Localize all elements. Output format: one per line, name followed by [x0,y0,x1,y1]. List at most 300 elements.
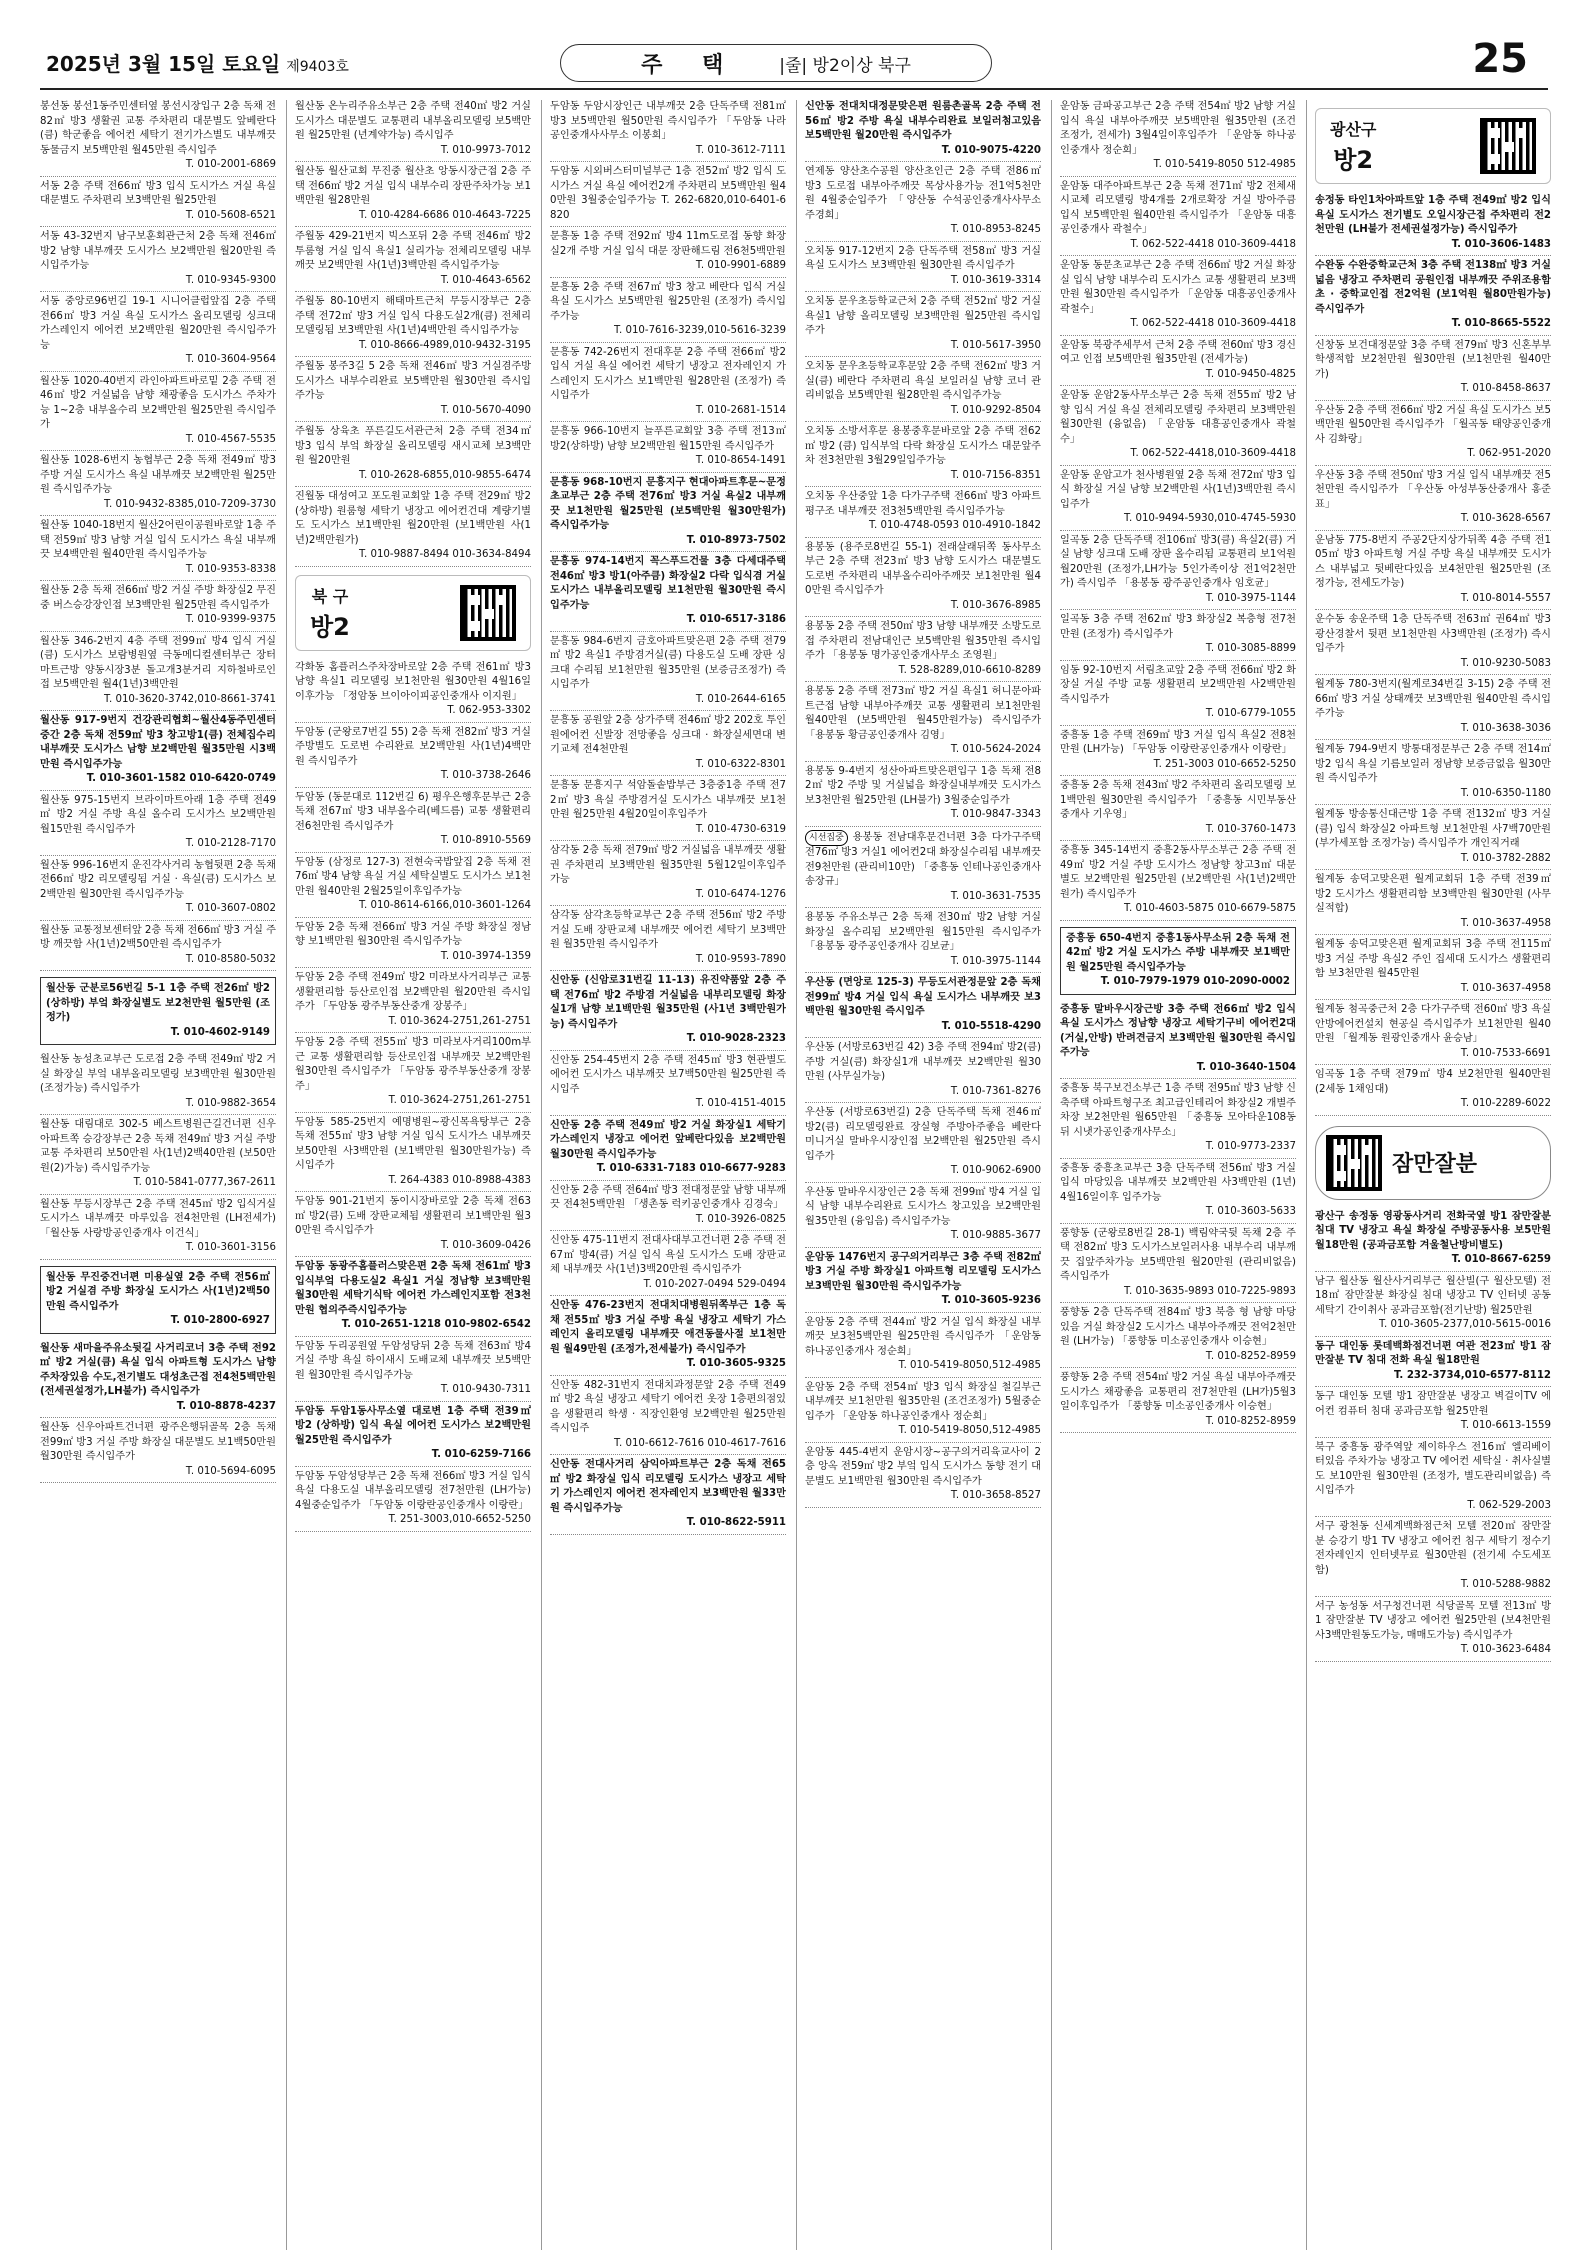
listing-item [550,1119,786,1181]
listing-phone: T. 010-2651-1218 010-9802-6542 [341,1319,531,1330]
listing-item [1315,1068,1551,1116]
listing-item [40,180,276,228]
listing-phone: T. 010-4643-6562 [440,274,531,286]
listing-text: 두암동 (삼정로 127-3) 전현숙국밥앞집 2층 독채 전76㎡ 방4 남향 욕실 거실 세탁실별도 도시가스 보1천만원 월40만원 2월25일이후입주가능 [295,856,531,897]
listing-phone: T. 010-2001-6869 [185,159,276,170]
listing-phone: T. 062-529-2003 [1467,1499,1551,1511]
listing-phone: T. 010-4284-6686 010-4643-7225 [358,209,531,221]
listing-text: 월산동 대림대로 302-5 베스트병원근길건너편 신우아파트쪽 승강장부근 2층 독채 전49㎡ 방3 거실 주방 교통 주차편리 보50만원 사(1년)2백40만원 (보50만원(2)가능) 즉시입주가능 [40,1119,276,1174]
listing-text: 월산동 1020-40번지 라인아파트바로밑 2층 주택 전46㎡ 방2 거실넓음 남향 채광좋음 도시가스 주차가능 1~2층 내부올수리 보2백만원 월25만원 즉시입주가 [40,375,276,430]
listing-item [1060,1082,1296,1159]
listing-text: 월산동 교통정보센터앞 2층 독채 전66㎡ 방3 거실 주방 깨끗함 사(1년)2백50만원 즉시입주가 [40,924,276,950]
listing-item [40,859,276,921]
listing-item [40,635,276,712]
listing-phone: T. 010-6350-1180 [1460,787,1551,799]
listing-item [805,1381,1041,1443]
listing-phone: T. 010-5419-8050,512-4985 [898,1425,1041,1436]
listing-text: 월산동 무진중건너편 미용실옆 2층 주택 전56㎡ 방2 거실겸 주방 화장실 도시가스 사(1년)2백50만원 즉시입주가 [46,1271,270,1312]
listing-phone: T. 010-5419-8050,512-4985 [898,1360,1041,1371]
listing-item [295,856,531,918]
listing-item [295,921,531,969]
listing-text: 월계동 794-9번지 방통대정문부근 2층 주택 전14㎡ 방2 입식 욕실 기름보일러 정남향 보증금없음 월30만원 즉시입주가 [1315,744,1551,784]
listing-text: 문흥동 공원앞 2층 상가주택 전46㎡ 방2 202호 투인원에어컨 신발장 전망좋음 싱크대 · 화장실세면대 변기교체 전4천만원 [550,715,786,755]
listing-item [805,541,1041,618]
listing-item [1315,938,1551,1000]
listing-phone: T. 010-9062-6900 [950,1165,1041,1176]
listing-text: 두암동 두암성당부근 2층 독채 전66㎡ 방3 거실 입식 욕실 다용도실 내부올리모델링 전7천만원 (LH가능) 4월중순입주가 「두암동 이랑란공인중개사 이랑란」 [295,1470,531,1511]
column-3 [550,100,786,2250]
listing-item [550,346,786,423]
listing-item [295,1036,531,1113]
listing-item [1315,1340,1551,1388]
listing-phone: T. 010-2128-7170 [185,838,276,849]
listing-item [805,295,1041,357]
listing-item [805,911,1041,973]
listing-item [40,1053,276,1115]
listing-text: 오치동 문우초등학교근처 2층 주택 전52㎡ 방2 거실 욕실1 남향 올리모델링 보3백만원 월25만원 즉시입주가 [805,296,1041,336]
listing-item [550,230,786,278]
listing-phone: T. 010-8580-5032 [185,953,276,965]
listing-item [40,454,276,516]
issue-date [46,48,349,77]
listing-phone: T. 010-3604-9564 [185,354,276,365]
listing-item [1060,469,1296,531]
listing-phone: T. 010-9882-3654 [185,1097,276,1109]
listing-item [1315,1441,1551,1518]
section-pill [560,44,992,82]
listing-text: 신안동 482-31번지 전대치과정문앞 2층 주택 전49㎡ 방2 욕실 냉장고 세탁기 에어컨 옷장 1층편의점있음 생활편리 학생 · 직장인환영 보2백만원 월25만원 즉시입주 [550,1379,786,1434]
listing-item [805,490,1041,538]
listing-text: 월산동 신우아파트건너편 광주은행뒤골목 2층 독채 전99㎡ 방3 거실 주방 화장실 대문별도 보1백50만원 월30만원 즉시입주가 [40,1422,276,1462]
listing-item [1060,779,1296,841]
listing-item [295,295,531,357]
listing-item [295,1340,531,1402]
listing-phone: T. 010-9847-3343 [950,809,1041,820]
listing-phone: T. 010-3606-1483 [1451,238,1551,250]
listing-text: 월산동 346-2번지 4층 주택 전99㎡ 방4 입식 거실(큼) 도시가스 보람병원옆 극동메디컬센터부근 장터마트근방 양동시장3분 돌고개3분거리 지하철바로인접 보5백만원 월4(1년)3백만원 [40,635,276,690]
qr-code-icon[interactable] [1480,118,1536,174]
listing-text: 월산동 1028-6번지 농협부근 2층 독채 전49㎡ 방3 주방 거실 도시가스 욕실 내부깨끗 보2백만원 월25만원 즉시입주가능 [40,455,276,495]
listing-phone: T. 010-6779-1055 [1205,708,1296,719]
listing-phone: T. 010-8953-8245 [950,224,1041,235]
listing-phone: T. 010-9430-7311 [440,1384,531,1395]
listing-item [295,165,531,227]
listing-item [295,1405,531,1467]
listing-item [40,1198,276,1260]
listing-text: 운암동 1476번지 공구의거리부근 3층 주택 전82㎡ 방3 거실 주방 화장실1 아파트형 리모델링 도시가스 보3백만원 월30만원 즉시입주가능 [805,1251,1041,1292]
listing-text: 두암동 두암1동사무소옆 대로변 1층 주택 전39㎡ 방2 (상하방) 입식 욕실 에어컨 도시가스 보2백만원 월25만원 즉시입주가 [295,1405,531,1446]
listing-phone: T. 010-4151-4015 [695,1098,786,1109]
listing-phone: T. 010-3603-5633 [1205,1206,1296,1217]
qr-code-icon[interactable] [460,585,516,641]
column-separator [1306,100,1307,2250]
listing-item [1315,1210,1551,1272]
listing-item [295,1116,531,1193]
listing-text: 남구 월산동 월산사거리부근 월산빌(구 월산모텔) 전18㎡ 잠만잘분 화장실 침대 냉장고 TV 인터넷 공동세탁기 간이취사 공과금포함(전기난방) 월25만원 [1315,1275,1551,1316]
listing-item [805,165,1041,242]
listing-phone: T. 010-9973-7012 [440,144,531,156]
listing-item [550,1234,786,1296]
listing-item [40,1421,276,1483]
listing-phone: T. 010-3601-3156 [185,1242,276,1253]
listing-phone: T. 010-8910-5569 [440,835,531,846]
listing-text: 신안동 2층 주택 전64㎡ 방3 전대정문앞 남향 내부깨끗 전4천5백만원 「생촌동 럭키공인중개사 김경숙」 [550,1184,786,1210]
listing-item [40,100,276,177]
listing-text: 운암동 동문초교부근 2층 주택 전66㎡ 방2 거실 화장실 입식 남향 내부수리 도시가스 교통 생활편리 보3백만원 월30만원 즉시입주가 「운암동 대흥공인중개사 곽철수」 [1060,260,1296,315]
listing-phone: T. 010-9593-7890 [695,953,786,965]
listing-phone: T. 010-2027-0494 529-0494 [643,1278,786,1290]
listing-item [550,1379,786,1456]
listing-text: 월산동 2층 독채 전66㎡ 방2 거실 주방 화장실2 무진중 버스승강장인접 보3백만원 월25만원 즉시입주가 [40,585,276,611]
listing-item [295,971,531,1033]
listing-phone: T. 010-3605-9325 [686,1358,786,1369]
listing-item [550,165,786,227]
region-name [310,584,350,642]
listing-text: 동구 대인동 모텔 방1 잠만잘분 냉장고 벽걸이TV 에어컨 컴퓨터 침대 공과금포함 월25만원 [1315,1391,1551,1417]
listing-item [1060,927,1296,995]
listing-text: 우산동 (서방로63번길) 2층 단독주택 독채 전46㎡ 방2(큼) 리모델링완료 장실형 주방아주좋음 베란다 미니거실 말바우시장인접 보2백만원 월25만원 즉시입주가 [805,1107,1041,1162]
listing-item [40,977,276,1045]
listing-phone: T. 010-3605-9236 [941,1295,1041,1306]
issue-number: 제9403호 [286,59,349,75]
listing-text: 중흥동 2층 독채 전43㎡ 방2 주차편리 올리모델링 보1백만원 월30만원 즉시입주가 「중흥동 시민부동산중개사 기우영」 [1060,780,1296,820]
region-header [1315,108,1551,184]
listing-text: 월계동 송덕고맞은편 월계교회뒤 1층 주택 전39㎡ 방2 도시가스 생활편리함 보3백만원 월30만원 (사무실적합) [1315,874,1551,914]
listing-item [1060,259,1296,336]
listing-text: 수완동 수완중학교근처 3층 주택 전138㎡ 방3 거실넓음 냉장고 주차편리 공원인접 내부깨끗 주위조용함 초 · 중학교인접 전2억원 (보1억원 월80만원가능) 즉시입주가 [1315,260,1551,315]
listing-text: 신안동 전대사거리 삼익아파트부근 2층 독채 전65㎡ 방2 화장실 입식 리모델링 도시가스 냉장고 세탁기 가스레인지 에어컨 전자레인지 보3백만원 월33만원 즉시입주가능 [550,1459,786,1514]
listing-item [40,924,276,972]
listing-item [1315,339,1551,401]
listing-phone: T. 010-5419-8050 512-4985 [1153,159,1296,170]
listing-phone: T. 251-3003,010-6652-5250 [388,1514,531,1525]
listing-item [805,245,1041,293]
listing-item [1060,1371,1296,1433]
listing-item [805,1316,1041,1378]
listing-phone: T. 010-3974-1359 [440,950,531,962]
listing-text: 풍향동 2층 주택 전54㎡ 방2 거실 욕실 내부아주깨끗 도시가스 채광좋음 교통편리 전7천만원 (LH가)5월3일이후입주가 「풍향동 미소공인중개사 이승현」 [1060,1372,1296,1412]
listing-item [40,584,276,632]
listing-item [295,661,531,723]
listing-text: 두암동 두암시장인근 내부깨끗 2층 단독주택 전81㎡ 방3 보5백만원 월50만원 즉시입주가 「두암동 나라공인중개사사무소 이봉희」 [550,101,786,141]
listing-text: 두암동 2층 주택 전49㎡ 방2 미라보사거리부근 교통 생활편리함 등산로인접 보2백만원 월20만원 즉시입주가 「두암동 광주부동산중개 장봉주」 [295,972,531,1012]
listing-item [1060,1306,1296,1368]
listing-phone: T. 010-3738-2646 [440,770,531,781]
listing-text: 오치동 우산중앞 1층 다가구주택 전66㎡ 방3 아파트평구조 내부깨끗 전3천5백만원 즉시입주가능 [805,491,1041,517]
listing-text: 신안동 2층 주택 전49㎡ 방2 거실 화장실1 세탁기 가스레인지 냉장고 에어컨 앞베란다있음 보2백만원 월30만원 즉시입주가능 [550,1119,786,1160]
listing-text: 일곡동 3층 주택 전62㎡ 방3 화장실2 복층형 전7천만원 (조정가) 즉시입주가 [1060,614,1296,640]
listing-phone: T. 010-9028-2323 [686,1033,786,1044]
listing-item [550,635,786,712]
listing-phone: T. 010-7979-1979 010-2090-0002 [1100,976,1290,987]
listing-phone: T. 010-2681-1514 [695,404,786,416]
listing-item [1315,1520,1551,1597]
listing-phone: T. 010-5608-6521 [185,209,276,221]
listing-phone: T. 010-3607-0802 [185,903,276,914]
listing-text: 월산동 새마을주유소뒷길 사거리코너 3층 주택 전92㎡ 방2 거실(큼) 욕실 입식 아파트형 도시가스 남향 주차장있음 수도,전기별도 대성초근접 전4천5백만원 (전세권설정가,LH불가) 즉시입주가 [40,1342,276,1397]
listing-text: 운암동 금파공고부근 2층 주택 전54㎡ 방2 남향 거실 입식 욕실 내부아주깨끗 보5백만원 월35만원 (조건조정가, 전세가) 3월4일이후입주가 「운암동 하나공인중개사 정순희」 [1060,101,1296,156]
column-2 [295,100,531,2250]
listing-phone: T. 010-8973-7502 [686,534,786,546]
listing-text: 우산동 (면앙로 125-3) 무등도서관정문앞 2층 독채 전99㎡ 방4 거실 입식 욕실 도시가스 내부깨끗 보3백만원 월30만원 즉시입주 [805,977,1041,1017]
listing-text: 서구 광천동 신세계백화점근처 모텔 전20㎡ 잠만잘분 승강기 방1 TV 냉장고 에어컨 침구 세탁기 정수기 전자레인지 인터넷무료 월30만원 (전기세 수도세포함) [1315,1521,1551,1576]
listing-text: 운암동 대주아파트부근 2층 독채 전71㎡ 방2 전체새시교체 리모델링 방4개를 2개로확장 거실 방아주큼 입식 보5백만원 월40만원 즉시입주가 「운암동 대흥공인중개사 곽철수」 [1060,180,1296,235]
listing-item [1315,743,1551,805]
column-1 [40,100,276,2250]
listing-text: 신안동 475-11번지 전대사대부고건너편 2층 주택 전67㎡ 방4(큼) 거실 입식 욕실 도시가스 도배 장판교체 내부깨끗 사(1년)3백20만원 즉시입주가 [550,1235,786,1275]
listing-phone: T. 010-6612-7616 010-4617-7616 [613,1437,786,1449]
listing-item [1315,1275,1551,1337]
listing-text: 오치동 문우초등학교후문앞 2층 주택 전62㎡ 방3 거실(큼) 베란다 주차편리 욕실 보일러실 남향 코너 관리비없음 보5백만원 월28만원 즉시입주가능 [805,361,1041,401]
listing-text: 신안동 (신암로31번길 11-13) 유진약품앞 2층 주택 전76㎡ 방2 주방겸 거실넓음 내부리모델링 화장실1개 남향 보1백만원 월35만원 (사1년 3백만원가능) 즉시입주가 [550,975,786,1030]
listing-phone: T. 010-8665-5522 [1451,318,1551,329]
listing-item [1315,678,1551,740]
listing-item [40,794,276,856]
listing-item [550,425,786,473]
listing-phone: T. 010-8667-6259 [1451,1254,1551,1265]
listing-text: 각화동 홈플러스주차장바로앞 2층 주택 전61㎡ 방3 남향 욕실1 리모델링 보1천만원 월30만원 4월16일이후가능 「정암동 브이아이피공인중개사 이지원」 [295,661,531,702]
listing-text: 오치동 917-12번지 2층 단독주택 전58㎡ 방3 거실 욕실 도시가스 보3백만원 월30만원 즉시입주가 [805,245,1041,271]
listing-item [1315,808,1551,870]
listing-text: 운암동 2층 주택 전44㎡ 방2 거실 입식 화장실 내부깨끗 보3천5백만원 월25만원 즉시입주가 「운암동 하나공인중개사 정순희」 [805,1316,1041,1357]
listing-text: 삼각동 삼각초등학교부근 2층 주택 전56㎡ 방2 주방 거실 도배 장판교체 내부깨끗 에어컨 세탁기 보3백만원 월35만원 즉시입주가 [550,910,786,950]
listing-phone: T. 010-6474-1276 [695,888,786,900]
region-name [1330,117,1376,175]
listing-item [805,360,1041,422]
listing-text: 운수동 송운주택 1층 단독주택 전63㎡ 권64㎡ 방3 광산경찰서 뒷편 보1천만원 사3백만원 (조정가) 즉시입주가 [1315,614,1551,654]
listing-text: 중흥동 1층 주택 전69㎡ 방3 거실 입식 욕실2 전8천만원 (LH가능) 「두암동 이랑란공인중개사 이랑란」 [1060,729,1296,755]
listing-text: 문흥동 2층 주택 전67㎡ 방3 창고 베란다 입식 거실 욕실 도시가스 보5백만원 월25만원 (조정가) 즉시입주가능 [550,281,786,322]
category-title: 잠만잘분 [1392,1152,1478,1177]
listing-phone: T. 528-8289,010-6610-8289 [898,664,1041,676]
listing-phone: T. 010-3612-7111 [695,144,786,156]
listing-text: 두암동 두리공원옆 두암성당뒤 2층 독채 전63㎡ 방4 거실 주방 욕실 하이새시 도배교체 내부깨끗 보5백만원 월30만원 즉시입주가능 [295,1340,531,1381]
listing-phone: T. 010-3782-2882 [1460,852,1551,864]
listing-text: 신안동 전대치대정문맞은편 원룸촌골목 2층 주택 전56㎡ 방2 주방 욕실 내부수리완료 보일러첨고있음 보5백만원 월20만원 즉시입주가 [805,101,1041,141]
listing-item [805,765,1041,827]
listing-phone: T. 010-8252-8959 [1205,1415,1296,1427]
listing-item [1315,873,1551,935]
listing-text: 우산동 2층 주택 전66㎡ 방2 거실 욕실 도시가스 보5백만원 월50만원 즉시입주가 「월곡동 태양공인중개사 김화랑」 [1315,404,1551,445]
listing-text: 운암동 운암2동사무소부근 2층 독채 전55㎡ 방2 남향 입식 거실 욕실 전체리모델링 주차편리 보3백만원 월30만원 (융없음) 「운암동 대흥공인중개사 곽철수」 [1060,390,1296,445]
listing-text: 주월동 봉주3길 5 2층 독채 전46㎡ 방3 거실겸주방 도시가스 내부수리완료 보5백만원 월30만원 즉시입주가능 [295,361,531,401]
listing-phone: T. 010-5617-3950 [950,339,1041,351]
listing-item [295,1260,531,1337]
date-text: 2025년 3월 15일 토요일 [46,52,281,76]
listing-item [550,555,786,632]
column-6 [1315,100,1551,2250]
listing-item [40,1266,276,1334]
listing-text: 중흥동 650-4번지 중흥1동사무소뒤 2층 독채 전42㎡ 방2 거실 도시가스 주방 내부깨끗 보1백만원 월25만원 즉시입주가능 [1066,932,1290,973]
listing-item [805,1106,1041,1183]
listing-phone: T. 010-6517-3186 [686,614,786,625]
listing-phone: T. 010-3628-6567 [1460,513,1551,524]
listing-phone: T. 010-3601-1582 010-6420-0749 [86,773,276,784]
listing-phone: T. 010-9450-4825 [1205,368,1296,380]
listing-text: 주월동 80-10번지 해태마트근처 무등시장부근 2층 주택 전72㎡ 방3 거실 입식 다용도실2개(큼) 전체리모델링됨 보3백만원 사(1년)4백만원 즉시입주가능 [295,296,531,336]
listing-phone: T. 010-3635-9893 010-7225-9893 [1123,1285,1296,1297]
listing-phone: T. 010-9292-8504 [950,404,1041,416]
listing-item [550,1299,786,1376]
listing-item [550,1458,786,1535]
listing-item [295,726,531,788]
listing-text: 월산동 농성초교부근 도로접 2층 주택 전49㎡ 방2 거실 화장실 부엌 내부올리모델링 보3백만원 월30만원 (조정가능) 즉시입주가 [40,1054,276,1094]
listing-text: 운암동 445-4번지 운암시장~공구의거리육교사이 2층 앙옥 전59㎡ 방2 부엌 입식 도시가스 동향 전기 대문별도 보1백만원 월30만원 즉시입주가 [805,1446,1041,1487]
listing-phone: T. 010-5288-9882 [1460,1579,1551,1590]
listing-item [1060,1003,1296,1080]
listing-phone: T. 010-7533-6691 [1460,1047,1551,1059]
listing-item [805,976,1041,1038]
listing-item [295,100,531,162]
listing-phone: T. 010-3638-3036 [1460,722,1551,734]
listing-text: 서동 중앙로96번길 19-1 시니어클럽앞집 2층 주택 전66㎡ 방3 거실 욕실 도시가스 올리모델링 싱크대 가스레인지 에어컨 보2백만원 월20만원 즉시입주가능 [40,296,276,351]
region-room-type: 방2 [310,612,350,641]
listing-text: 월산동 무등시장부근 2층 주택 전45㎡ 방2 입식거실 도시가스 내부깨끗 마루있음 전4천만원 (LH전세가) 「월산동 사랑방공인중개사 이건식」 [40,1198,276,1239]
listing-text: 두암동 2층 독채 전66㎡ 방3 거실 주방 화장실 정남향 보1백만원 월30만원 즉시입주가능 [295,921,531,947]
listing-text: 월계동 첨곡중근처 2층 다가구주택 전60㎡ 방3 욕실 안방에어컨설치 현공실 즉시입주가 보1천만원 월40만원 「월계동 원광인중개사 윤승남」 [1315,1004,1551,1044]
listing-phone: T. 010-3658-8527 [950,1490,1041,1501]
listing-text: 신안동 254-45번지 2층 주택 전45㎡ 방3 현관별도 에어컨 도시가스 내부깨끗 보7백50만원 월25만원 즉시입주 [550,1054,786,1095]
column-5 [1060,100,1296,2250]
listing-phone: T. 010-2644-6165 [695,693,786,705]
listing-phone: T. 062-522-4418,010-3609-4418 [1130,448,1296,459]
listing-item [295,360,531,422]
listing-text: 두암동 시외버스터미널부근 1층 전52㎡ 방2 입식 도시가스 거실 욕실 에어컨2개 주차편리 보5백만원 월40만원 3월중순입주가능 T. 262-6820,010-6401-6820 [550,166,786,221]
listing-item [550,974,786,1051]
listing-text: 광산구 송정동 영광동사거리 전화국옆 방1 잠만잘분 침대 TV 냉장고 욕실 화장실 주방공동사용 보5만원 월18만원 (공과금포함 겨울철난방비별도) [1315,1210,1551,1251]
listing-phone: T. 010-2289-6022 [1460,1098,1551,1109]
listing-item [295,230,531,292]
listing-text: 월산동 온누리주유소부근 2층 주택 전40㎡ 방2 거실 도시가스 대문별도 교통편리 내부올리모델링 보5백만원 월25만원 (년계약가능) 즉시입주 [295,101,531,141]
listing-item [1060,613,1296,661]
listing-phone: T. 010-3085-8899 [1205,643,1296,654]
listing-text: 봉선동 봉선1동주민센터옆 봉선시장입구 2층 독채 전82㎡ 방3 생활권 교통 주차편리 대문별도 앞베란다(큼) 학군좋음 에어컨 세탁기 전기가스별도 내부깨끗 동물금지 보5백만원 월45만원 즉시입주 [40,101,276,156]
listing-item [295,425,531,487]
listing-item [40,375,276,452]
listing-item [550,844,786,906]
listing-text: 문흥동 966-10번지 늘푸른교회앞 3층 주택 전13㎡ 방2(상하방) 남향 보2백만원 월15만원 즉시입주가 [550,426,786,452]
listing-text: 신안동 476-23번지 전대치대병원뒤쪽부근 1층 독채 전55㎡ 방3 거실 주방 욕실 냉장고 세탁기 가스레인지 올리모델링 내부깨끗 애견동물사절 보1천만원 월49만원 (조정가,전세불가) 즉시입주가 [550,1300,786,1355]
listing-phone: T. 010-9353-8338 [185,563,276,575]
listing-text: 주월동 상육초 푸른길도서관근처 2층 주택 전34㎡ 방3 입식 부엌 화장실 올리모델링 새시교체 보3백만원 월20만원 [295,426,531,466]
listing-phone: T. 010-8654-1491 [695,455,786,466]
listing-text: 송정동 타인1차아파트앞 1층 주택 전49㎡ 방2 입식 욕실 도시가스 전기별도 오일시장근접 주차편리 전2천만원 (LH불가 전세권설정가능) 즉시입주가 [1315,195,1551,235]
listing-phone: T. 010-9885-3677 [950,1230,1041,1241]
listing-phone: T. 010-8014-5557 [1460,592,1551,604]
listing-item [1060,534,1296,611]
listing-text: 오치동 소방서후문 용봉중후문바로앞 2층 주택 전62㎡ 방2 (큼) 입식부엌 다락 화장실 도시가스 대문앞주차 전3천만원 3월29일입주가능 [805,426,1041,466]
listing-item [1315,194,1551,256]
listing-phone: T. 062-951-2020 [1467,448,1551,459]
listing-text: 용봉동 9-4번지 성산아파트맞은편입구 1층 독채 전82㎡ 방2 주방 및 거실넓음 화장실내부깨끗 도시가스 보3천만원 월25만원 (LH불가) 3월중순입주가 [805,765,1041,806]
listing-phone: T. 010-4730-6319 [695,823,786,835]
qr-code-icon[interactable] [1326,1135,1382,1191]
listing-item [40,295,276,372]
listing-phone: T. 010-4748-0593 010-4910-1842 [868,520,1041,531]
listing-item [40,1118,276,1195]
listing-item [805,620,1041,682]
listing-text: 월산동 917-9번지 건강관리협회~월산4동주민센터중간 2층 독채 전59㎡ 방3 창고방1(큼) 전체집수리 내부깨끗 도시가스 남향 보2백만원 월35만원 시3백만원 즉시입주가능 [40,715,276,770]
listing-text: 서동 2층 주택 전66㎡ 방3 입식 도시가스 거실 욕실 대문별도 주차편리 보3백만원 월25만원 [40,180,276,206]
listing-phone: T. 010-9075-4220 [941,144,1041,156]
listing-text: 신창동 보건대정문앞 3층 주택 전79㎡ 방3 신혼부부 학생적합 보2천만원 월30만원 (보1천만원 월40만가) [1315,339,1551,380]
listing-text: 일곡동 2층 단독주택 전106㎡ 방3(큼) 욕실2(큼) 거실 남향 싱크대 도배 장판 올수리됨 교통편리 보1억원 월20만원 (조정가,LH가능 5인가족이상 전1억2천만가) 즉시입주 「용봉동 광주공인중개사 임호균」 [1060,534,1296,589]
listing-item [805,1446,1041,1508]
listing-text: 중흥동 북구보건소부근 1층 주택 전95㎡ 방3 남향 신축주택 아파트형구조 최고급인테리어 화장실2 개별주차장 보2천만원 월65만원 「중흥동 모아타운108동뒤 시냇가공인중개사무소」 [1060,1083,1296,1138]
listing-phone: T. 010-8614-6166,010-3601-1264 [358,900,531,911]
listing-phone: T. 010-3926-0825 [695,1213,786,1225]
listing-item [295,791,531,853]
listing-phone: T. 010-4567-5535 [185,433,276,445]
listing-item [1315,469,1551,531]
listing-phone: T. 232-3734,010-6577-8112 [1394,1369,1551,1381]
listing-item [40,714,276,791]
listing-item [805,425,1041,487]
listing-item [1060,844,1296,921]
listing-phone: T. 010-3624-2751,261-2751 [388,1015,531,1027]
listing-text: 문흥동 984-6번지 금호아파트맞은편 2층 주택 전79㎡ 방2 욕실1 주방겸거실(큼) 다용도실 도배 장판 싱크대 수리됨 보1천만원 월35만원 (보증금조정가) 즉시입주가 [550,635,786,690]
listing-item [1060,1162,1296,1224]
page-number: 25 [1472,36,1528,82]
listing-phone: T. 010-8622-5911 [686,1517,786,1528]
listing-item [1315,613,1551,675]
listing-text: 서구 농성동 서구청건너편 식당골목 모텔 전13㎡ 방1 잠만잘분 TV 냉장고 에어컨 월25만원 (보4천만원 사3백만원동도가능, 매매도가능) 즉시입주가 [1315,1600,1551,1641]
listing-item [550,476,786,553]
listing-phone: T. 062-953-3302 [447,705,531,716]
listing-text: 두암동 585-25번지 예명병원~광신목욕탕부근 2층 독채 전55㎡ 방3 남향 거실 입식 도시가스 내부깨끗 보50만원 사3백만원 (보1백만원 월30만원가능) 즉시입주가 [295,1116,531,1171]
listing-phone: T. 010-5518-4290 [941,1020,1041,1032]
listing-item [295,1470,531,1532]
listing-text: 월산동 996-16번지 운진각사거리 농협뒷편 2층 독채 전66㎡ 방2 리모델링됨 거실 · 욕실(큼) 도시가스 보2백만원 월30만원 즉시입주가능 [40,859,276,900]
listing-text: 월계동 방송통신대근방 1층 주택 전132㎡ 방3 거실(큼) 입식 화장실2 아파트형 보1천만원 사7백70만원 (부가세포함 조정가능) 즉시입주가 개인직거래 [1315,809,1551,849]
listing-item [1315,259,1551,336]
listing-item [1060,339,1296,387]
listing-phone: T. 010-9887-8494 010-3634-8494 [358,549,531,560]
listing-text: 문흥동 742-26번지 전대후문 2층 주택 전66㎡ 방2 입식 거실 욕실 에어컨 세탁기 냉장고 전자레인지 가스레인지 도시가스 보1백만원 월28만원 (조정가) 즉시입주가 [550,346,786,401]
classified-grid [40,100,1551,2255]
listing-text: 우산동 (서방로63번길 42) 3층 주택 전94㎡ 방2(큼) 주방 거실(큼) 화장실1개 내부깨끗 보2백만원 월30만원 (사무실가능) [805,1042,1041,1082]
listing-text: 문흥동 1층 주택 전92㎡ 방4 11m도로접 동향 화장실2개 주방 거실 입식 대문 장판해드림 전6천5백만원 [550,231,786,257]
listing-phone: T. 010-5670-4090 [440,404,531,416]
listing-item [1060,100,1296,177]
region-room-type: 방2 [1333,146,1374,174]
listing-item [550,714,786,776]
listing-text: 두암동 (동문대로 112번길 6) 평우은행후문부근 2층 독채 전67㎡ 방3 내부올수리(베드름) 교통 생활편리 전6천만원 즉시입주가 [295,791,531,832]
listing-item [550,1054,786,1116]
listing-text: 월계동 송덕고맞은편 월계교회뒤 3층 주택 전115㎡ 방3 거실 주방 욕실2 주인 집세대 도시가스 생활편리함 보3천만원 월45만원 [1315,939,1551,979]
listing-text: 풍향동 (군왕로8번길 28-1) 백림약국뒷 독채 2층 주택 전82㎡ 방3 도시가스보일러사용 내부수리 내부깨끗 집앞주차가능 보5백만원 월20만원 (관리비없음) 즉시입주가 [1060,1227,1296,1282]
listing-text: 월산동 975-15번지 브라이마트아래 1층 주택 전49㎡ 방2 거실 주방 욕실 올수리 도시가스 보2백만원 월15만원 즉시입주가 [40,794,276,835]
listing-phone: T. 010-7156-8351 [950,469,1041,481]
listing-phone: T. 010-9399-9375 [185,614,276,625]
listing-text: 진월동 대성여고 포도원교회앞 1층 주택 전29㎡ 방2(상하방) 원룸형 세탁기 냉장고 에어컨건대 계량기별도 도시가스 보1백만원 월20만원 (보1백만원 사(1년)2백만원가) [295,491,531,546]
listing-phone: T. 010-3623-6484 [1460,1644,1551,1655]
listing-phone: T. 062-522-4418 010-3609-4418 [1130,318,1296,329]
listing-phone: T. 010-3609-0426 [440,1239,531,1251]
listing-phone: T. 010-6259-7166 [431,1449,531,1460]
listing-phone: T. 251-3003 010-6652-5250 [1153,758,1296,770]
listing-phone: T. 010-5694-6095 [185,1465,276,1477]
listing-phone: T. 010-7361-8276 [950,1085,1041,1097]
header-rule [40,88,1548,90]
listing-phone: T. 010-2628-6855,010-9855-6474 [358,469,531,481]
listing-phone: T. 010-4602-9149 [170,1026,270,1038]
listing-phone: T. 010-5841-0777,367-2611 [133,1177,276,1188]
region-district: 북 구 [311,586,349,606]
listing-phone: T. 010-3975-1144 [950,955,1041,967]
listing-item [1315,1600,1551,1662]
listing-phone: T. 062-522-4418 010-3609-4418 [1130,238,1296,250]
